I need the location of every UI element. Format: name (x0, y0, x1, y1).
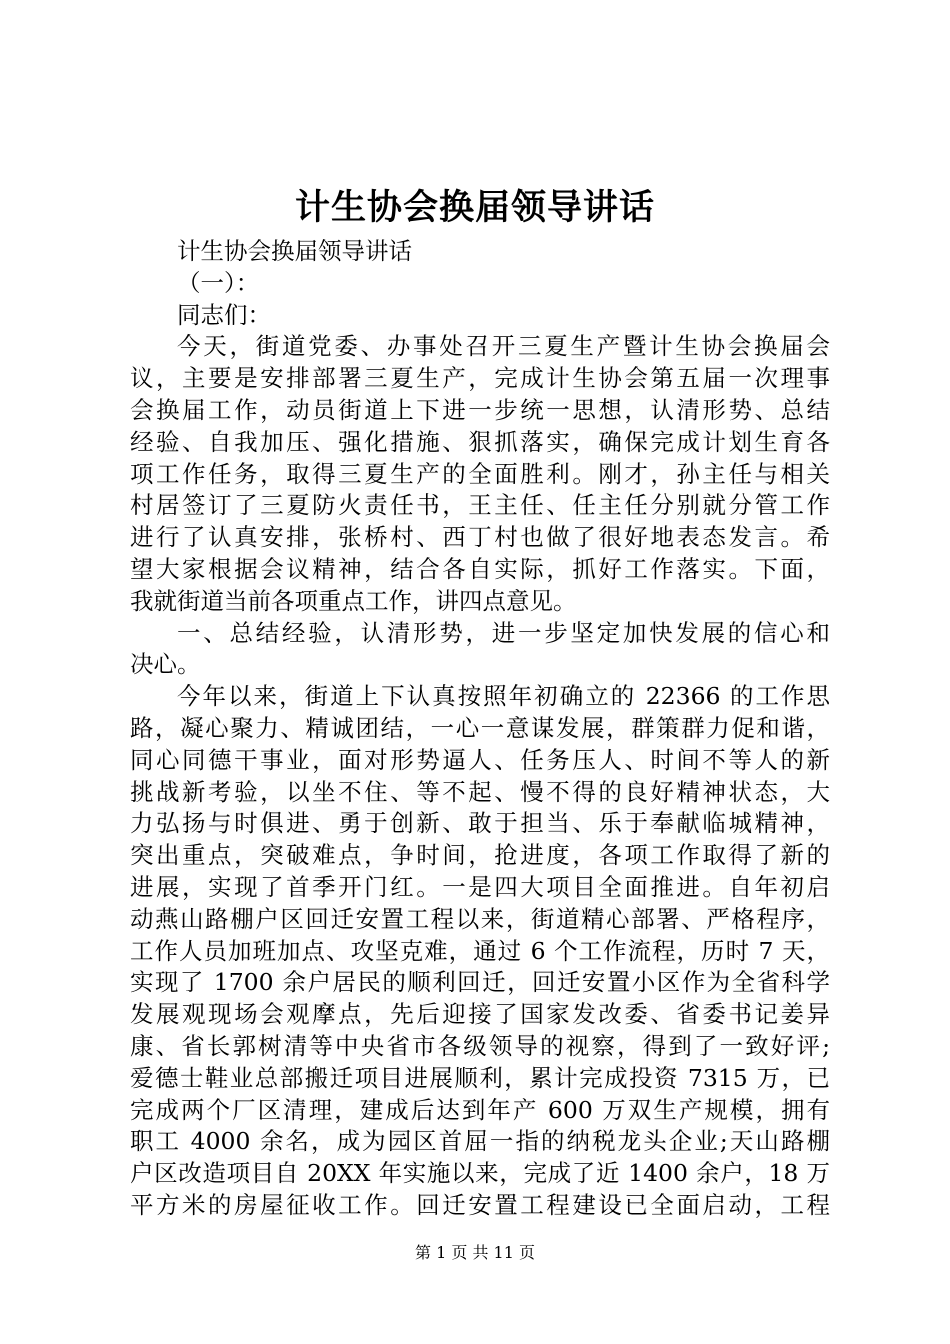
paragraph-line: 平方米的房屋征收工作。回迁安置工程建设已全面启动，工程 (130, 1190, 830, 1219)
paragraph-line: 同志们： (177, 300, 271, 329)
document-title: 计生协会换届领导讲话 (294, 187, 655, 228)
paragraph-line: 望大家根据会议精神，结合各自实际，抓好工作落实。下面， (130, 554, 830, 583)
paragraph-line: 突出重点，突破难点，争时间，抢进度，各项工作取得了新的 (130, 841, 830, 870)
paragraph-line: 完成两个厂区清理，建成后达到年产 600 万双生产规模，拥有 (130, 1095, 830, 1124)
paragraph-line: 同心同德干事业，面对形势逼人、任务压人、时间不等人的新 (130, 745, 830, 774)
paragraph-line: 今年以来，街道上下认真按照年初确立的 22366 的工作思 (177, 682, 830, 711)
paragraph-line: 爱德士鞋业总部搬迁项目进展顺利，累计完成投资 7315 万，已 (130, 1063, 830, 1092)
paragraph-line: 今天，街道党委、办事处召开三夏生产暨计生协会换届会 (177, 332, 830, 361)
paragraph-line: 进展，实现了首季开门红。一是四大项目全面推进。自年初启 (130, 872, 830, 901)
document-body (130, 236, 830, 1222)
paragraph-line: 决心。 (130, 650, 201, 679)
paragraph-line: 经验、自我加压、强化措施、狠抓落实，确保完成计划生育各 (130, 427, 830, 456)
paragraph-line: 会换届工作，动员街道上下进一步统一思想，认清形势、总结 (130, 395, 830, 424)
paragraph-line: 进行了认真安排，张桥村、西丁村也做了很好地表态发言。希 (130, 523, 830, 552)
paragraph-line: 我就街道当前各项重点工作，讲四点意见。 (130, 586, 577, 615)
paragraph-line: 发展观现场会观摩点，先后迎接了国家发改委、省委书记姜异 (130, 1000, 830, 1029)
paragraph-line: 议，主要是安排部署三夏生产，完成计生协会第五届一次理事 (130, 364, 830, 393)
paragraph-line: 项工作任务，取得三夏生产的全面胜利。刚才，孙主任与相关 (130, 459, 830, 488)
paragraph-line: 计生协会换届领导讲话 (177, 237, 412, 265)
paragraph-line: 一、总结经验，认清形势，进一步坚定加快发展的信心和 (177, 618, 830, 647)
paragraph-line: 村居签订了三夏防火责任书，王主任、任主任分别就分管工作 (130, 491, 830, 520)
paragraph-line: 动燕山路棚户区回迁安置工程以来，街道精心部署、严格程序， (130, 904, 830, 933)
page-footer: 第 1 页 共 11 页 (415, 1243, 535, 1262)
paragraph-line: 职工 4000 余名，成为园区首屈一指的纳税龙头企业;天山路棚 (130, 1127, 830, 1156)
paragraph-line: 户区改造项目自 20XX 年实施以来，完成了近 1400 余户，18 万 (130, 1159, 830, 1188)
paragraph-line: 力弘扬与时俱进、勇于创新、敢于担当、乐于奉献临城精神， (130, 809, 830, 838)
paragraph-line: 挑战新考验，以坐不住、等不起、慢不得的良好精神状态，大 (130, 777, 830, 806)
paragraph-line: 工作人员加班加点、攻坚克难，通过 6 个工作流程，历时 7 天， (130, 936, 830, 965)
paragraph-line: 路，凝心聚力、精诚团结，一心一意谋发展，群策群力促和谐， (130, 713, 830, 742)
paragraph-line: 康、省长郭树清等中央省市各级领导的视察，得到了一致好评; (130, 1031, 830, 1060)
paragraph-line: 实现了 1700 余户居民的顺利回迁，回迁安置小区作为全省科学 (130, 968, 830, 997)
paragraph-line: （一）： (177, 268, 260, 297)
